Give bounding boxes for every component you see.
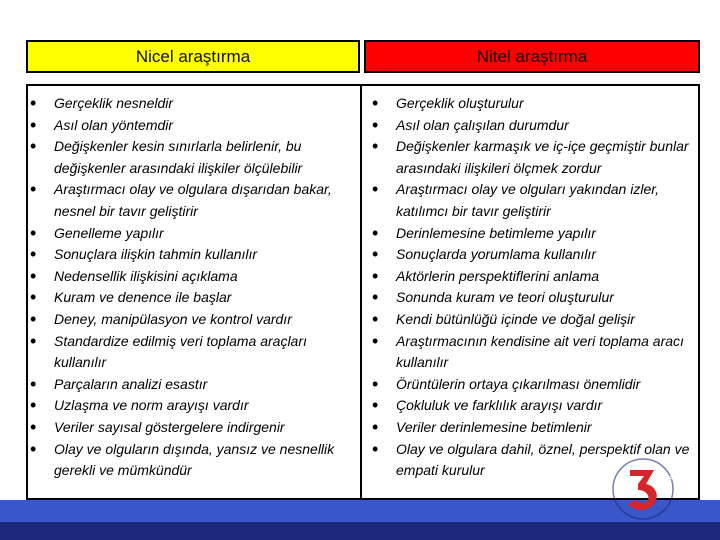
quantitative-research-header xyxy=(26,40,360,73)
page-number: 24 xyxy=(662,470,676,484)
qualitative-research-title: Nitel araştırma xyxy=(476,46,588,66)
list-item: • Derinlemesine betimleme yapılır xyxy=(372,223,690,245)
list-item: • Asıl olan çalışılan durumdur xyxy=(372,115,690,137)
list-item: • Asıl olan yöntemdir xyxy=(30,115,356,137)
list-item: • Sonunda kuram ve teori oluşturulur xyxy=(372,287,690,309)
quantitative-research-title: Nicel araştırma xyxy=(135,46,251,66)
footer-bar-bottom xyxy=(0,522,720,540)
list-item: • Standardize edilmiş veri toplama araçları kullanılır xyxy=(30,331,356,374)
list-item: • Sonuçlara ilişkin tahmin kullanılır xyxy=(30,244,356,266)
list-item: • Araştırmacı olay ve olgulara dışarıdan bakar, nesnel bir tavır geliştirir xyxy=(30,179,356,222)
list-item: • Gerçeklik oluşturulur xyxy=(372,93,690,115)
list-item: • Olay ve olgulara dahil, öznel, perspektif olan ve empati kurulur xyxy=(372,439,690,482)
qualitative-list xyxy=(372,93,690,482)
column-divider xyxy=(360,84,362,500)
list-item: • Aktörlerin perspektiflerini anlama xyxy=(372,266,690,288)
list-item: • Araştırmacının kendisine ait veri toplama aracı kullanılır xyxy=(372,331,690,374)
list-item: • Uzlaşma ve norm arayışı vardır xyxy=(30,395,356,417)
list-item: • Araştırmacı olay ve olguları yakından izler, katılımcı bir tavır geliştirir xyxy=(372,179,690,222)
list-item: • Değişkenler karmaşık ve iç-içe geçmiştir bunlar arasındaki ilişkileri ölçmek zordur xyxy=(372,136,690,179)
quantitative-list xyxy=(30,93,356,482)
list-item: • Çokluluk ve farklılık arayışı vardır xyxy=(372,395,690,417)
list-item: • Örüntülerin ortaya çıkarılması önemlidir xyxy=(372,374,690,396)
list-item: • Gerçeklik nesneldir xyxy=(30,93,356,115)
institution-logo-icon xyxy=(610,456,676,522)
list-item: • Kendi bütünlüğü içinde ve doğal gelişir xyxy=(372,309,690,331)
qualitative-research-header xyxy=(364,40,700,73)
list-item: • Nedensellik ilişkisini açıklama xyxy=(30,266,356,288)
list-item: • Sonuçlarda yorumlama kullanılır xyxy=(372,244,690,266)
list-item: • Kuram ve denence ile başlar xyxy=(30,287,356,309)
list-item: • Değişkenler kesin sınırlarla belirlenir, bu değişkenler arasındaki ilişkiler ölçülebilir xyxy=(30,136,356,179)
list-item: • Genelleme yapılır xyxy=(30,223,356,245)
list-item: • Veriler derinlemesine betimlenir xyxy=(372,417,690,439)
list-item: • Parçaların analizi esastır xyxy=(30,374,356,396)
list-item: • Veriler sayısal göstergelere indirgenir xyxy=(30,417,356,439)
list-item: • Deney, manipülasyon ve kontrol vardır xyxy=(30,309,356,331)
list-item: • Olay ve olguların dışında, yansız ve nesnellik gerekli ve mümkündür xyxy=(30,439,356,482)
